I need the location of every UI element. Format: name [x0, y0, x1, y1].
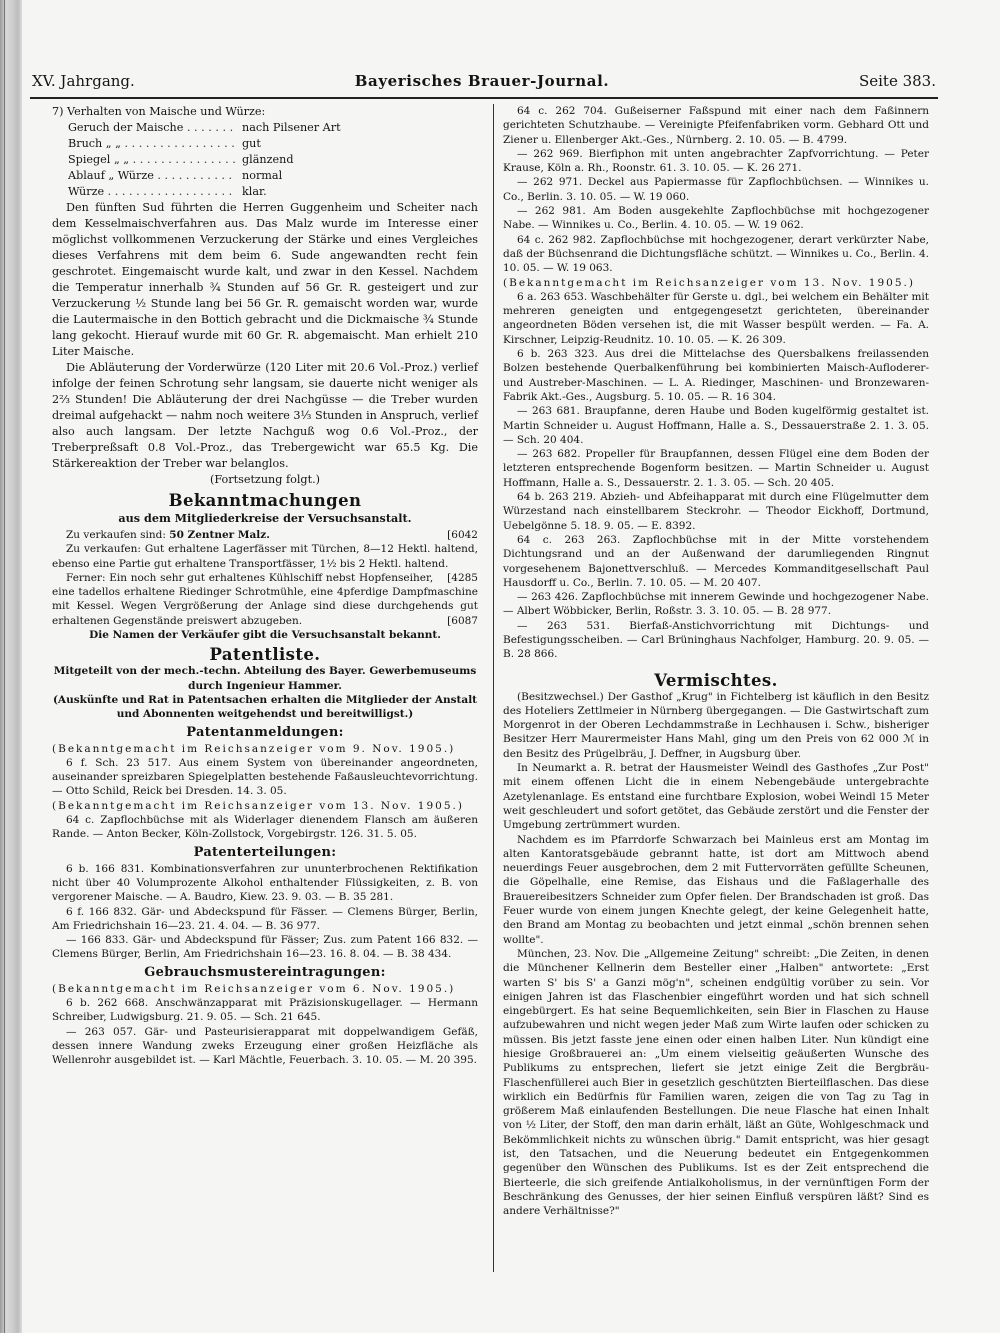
patent-entry: — 263 682. Propeller für Braupfannen, dessen Flügel eine dem Boden der letzteren entsprechende Bogenform besitzen. — Martin Schneider u. August Hoffmann, Halle a. S., Dessauerstr. 2. 1. 3. 05. — Sch. 20 405. — [503, 448, 929, 489]
patent-list-heading: Patentliste. — [209, 645, 321, 665]
right-column — [503, 104, 929, 1219]
patent-entry: 64 c. 262 704. Gußeiserner Faßspund mit einer nach dem Faßinnern gerichteten Schutzhaube. — Vereinigte Pfeifenfabriken vorm. Gebhard Ott und Ziener u. Ellenberger Akt.-Ges., Nürnberg. 2. 10. 05. — B. 4799. — [503, 105, 929, 146]
gazette-notice: (Bekanntgemacht im Reichsanzeiger vom 13. Nov. 1905.) — [503, 276, 915, 289]
utility-models-heading: Gebrauchsmustereintragungen: — [144, 964, 386, 980]
row-label: Bruch „ „ . . . — [68, 136, 236, 152]
announcement-1-lead: Zu verkaufen sind: — [66, 529, 170, 541]
volume-label: XV. Jahrgang. — [32, 72, 135, 90]
gazette-notice: (Bekanntgemacht im Reichsanzeiger vom 13. Nov. 1905.) — [52, 799, 464, 812]
patent-entry: — 262 981. Am Boden ausgekehlte Zapflochbüchse mit hochgezogener Nabe. — Winnikes u. Co., Berlin. 4. 10. 05. — W. 19 062. — [503, 205, 929, 232]
gazette-notice: (Bekanntgemacht im Reichsanzeiger vom 9. Nov. 1905.) — [52, 742, 456, 755]
fermentation-table — [52, 120, 478, 200]
page-number: Seite 383. — [858, 72, 936, 90]
spine-edge-line — [4, 0, 5, 1333]
row-label: Geruch der Maische . . . — [68, 120, 236, 136]
table-row — [68, 152, 478, 168]
table-row — [68, 120, 478, 136]
announcement-1 — [52, 528, 478, 542]
row-value: nach Pilsener Art — [242, 121, 341, 134]
column-divider — [493, 104, 494, 1272]
news-item: (Besitzwechsel.) Der Gasthof „Krug" in Fichtelberg ist käuflich in den Besitz des Hoteliers Zettlmeier in Nürnberg übergegangen. — Die Gastwirtschaft zum Morgenrot in der Oberen Lechdammstraße in Lechhausen i. Schw., bisheriger Besitzer Herr Maurermeister Hans Mahl, ging um den Preis von 62 000 ℳ in den Besitz des Prügelbräu, J. Deffner, in Augsburg über. — [503, 690, 929, 760]
row-value: gut — [242, 137, 261, 150]
row-value: glänzend — [242, 153, 294, 166]
announcement-3 — [52, 571, 478, 628]
patent-list-source: Mitgeteilt von der mech.-techn. Abteilung des Bayer. Gewerbemuseums durch Ingenieur Hammer. — [53, 665, 477, 692]
journal-title: Bayerisches Brauer-Journal. — [354, 72, 610, 90]
news-item: In Neumarkt a. R. betrat der Hausmeister Weindl des Gasthofes „Zur Post" mit einem offenen Licht die in einem Nebengebäude untergebrachte Azetylenanlage. Es entstand eine furchtbare Explosion, wobei Weindl 15 Meter weit geschleudert und sofort getötet, das Gebäude zerstört und die Fenster der Umgebung zertrümmert wurden. — [503, 762, 929, 832]
patent-entry: — 263 426. Zapflochbüchse mit innerem Gewinde und hochgezogener Nabe. — Albert Wöbbicker, Berlin, Roßstr. 3. 3. 10. 05. — B. 28 977. — [503, 591, 929, 618]
patent-entry: 64 c. 263 263. Zapflochbüchse mit in der Mitte vorstehendem Dichtungsrand und an der Außenwand der darumliegenden Ringnut vorgesehenem Bajonettverschluß. — Mercedes Kommanditgesellschaft Paul Hausdorff u. Co., Berlin. 7. 10. 05. — M. 20 407. — [503, 533, 929, 589]
patent-entry: — 263 057. Gär- und Pasteurisierapparat mit doppelwandigem Gefäß, dessen innere Wandung zweks Erzeugung einer großen Heizfläche als Wellenrohr ausgebildet ist. — Karl Mächtle, Feuerbach. 3. 10. 05. — M. 20 395. — [52, 1025, 478, 1067]
patent-entry: — 262 969. Bierfiphon mit unten angebrachter Zapfvorrichtung. — Peter Krause, Köln a. Rh., Roonstr. 61. 3. 10. 05. — K. 26 271. — [503, 147, 929, 175]
table-row — [68, 184, 478, 200]
page-header — [32, 72, 936, 96]
reference-number: [6042 — [447, 529, 478, 541]
row-value: normal — [242, 169, 283, 182]
grants-heading: Patenterteilungen: — [193, 844, 337, 860]
continuation-note: (Fortsetzung folgt.) — [209, 473, 320, 486]
table-row — [68, 168, 478, 184]
paragraph-fifth-brew: Den fünften Sud führten die Herren Guggenheim und Scheiter nach dem Kesselmaischverfahren aus. Das Malz wurde im Interesse einer möglichst vollkommenen Verzuckerung der Stärke und eines Vergleiches dieses Verfahrens mit dem beim 6. Sude angewandten recht fein geschrotet. Eingemaischt wurde kalt, und zwar in den Kessel. Nachdem die Temperatur innerhalb ¾ Stunden auf 56 Gr. R. gesteigert und zur Verzuckerung ½ Stunde lang bei 56 Gr. R. gemaischt worden war, wurde die Lautermaische in den Bottich gebracht und die Dickmaische ¾ Stunde lang gekocht. Hierauf wurde mit 60 Gr. R. abgemaischt. Man erhielt 210 Liter Maische. — [52, 201, 478, 358]
row-label: Spiegel „ „ . . . — [68, 152, 236, 168]
patent-entry: — 263 531. Bierfaß-Anstichvorrichtung mit Dichtungs- und Befestigungsscheiben. — Carl Brüninghaus Nachfolger, Hamburg. 20. 9. 05. — B. 28 866. — [503, 619, 929, 661]
patent-entry: 64 c. 262 982. Zapflochbüchse mit hochgezogener, derart verkürzter Nabe, daß der Büchsenrand die Dichtungsfläche schützt. — Winnikes u. Co., Berlin. 4. 10. 05. — W. 19 063. — [503, 233, 929, 275]
announcements-heading: Bekanntmachungen — [168, 491, 362, 510]
row-value: klar. — [242, 185, 267, 198]
announcement-note: Die Namen der Verkäufer gibt die Versuchsanstalt bekannt. — [89, 629, 441, 642]
miscellaneous-heading: Vermischtes. — [654, 670, 778, 690]
applications-heading: Patentanmeldungen: — [186, 724, 344, 740]
news-item: München, 23. Nov. Die „Allgemeine Zeitung" schreibt: „Die Zeiten, in denen die Münchener Kellnerin dem Besteller einer „Halben" antwortete: „Erst warten S' bis S' a Ganzi mög'n", scheinen endgültig vorüber zu sein. Vor einigen Jahren ist das Flaschenbier eingeführt worden und hat sich schnell eingebürgert. Es hat seine Bequemlichkeiten, sein Bier in Flaschen zu Hause aufzubewahren und nicht wegen jeder Maß zum Wirte laufen oder schicken zu müssen. Bis jetzt fasste jene einen oder einen halben Liter. Nun kündigt eine hiesige Großbrauerei an: „Um einem vielseitig geäußerten Wunsche des Publikums zu entsprechen, liefert sie jetzt einige Zeit die Bergbräu-Flaschenfüllerei auch Bier in gesetzlich geschützten Bierteilflaschen. Das diese wirklich ein Bedürfnis für Familien waren, zeigen die von Tag zu Tag in größerem Maß einlaufenden Bestellungen. Die neue Flasche hat einen Inhalt von ½ Liter, der Stoff, den man darin erhält, läßt an Güte, Wohlgeschmack und Bekömmlichkeit nichts zu wünschen übrig." Damit entspricht, was hier gesagt ist, den Tatsachen, und die Neuerung bedeutet ein Entgegenkommen gegenüber den Wünschen des Publikums. Ist es der Zeit entsprechend die Bierteerle, die sich greifende Antialkoholismus, in der vernünftigen Form der Beschränkung des Genusses, der hier seinen Einfluß verspüren läßt? Sind es andere Verhältnisse?" — [503, 947, 929, 1218]
gazette-notice: (Bekanntgemacht im Reichsanzeiger vom 6. Nov. 1905.) — [52, 982, 456, 995]
news-item: Nachdem es im Pfarrdorfe Schwarzach bei Mainleus erst am Montag im alten Kantoratsgebäude gebrannt hatte, ist dort am Mittwoch abend neuerdings Feuer ausgebrochen, dem 2 mit Futtervorräten gefüllte Scheunen, die Göpelhalle, eine Remise, das Eishaus und die Faßlagerhalle des Brauereibesitzers Schneider zum Opfer fielen. Der Brandschaden ist groß. Das Feuer wurde von einem jungen Knechte gelegt, der keine Gelegenheit hatte, den Brand am Montag zu beobachten und jetzt einmal „schön brennen sehen wollte". — [503, 833, 929, 946]
header-rule — [30, 97, 938, 99]
patent-entry: 6 b. 166 831. Kombinationsverfahren zur ununterbrochenen Rektifikation nicht über 40 Volumprozente Alkohol enthaltender Flüssigkeiten, z. B. von vergorener Maische. — A. Baudro, Kiew. 23. 9. 03. — B. 35 281. — [52, 862, 478, 904]
announcement-3-text: Ferner: Ein noch sehr gut erhaltenes Kühlschiff nebst Hopfenseiher, eine tadellos erhaltene Riedinger Schrotmühle, eine 4pferdige Dampfmaschine mit Kessel. Wegen Vergrößerung der Anlage sind diese durchgehends gut erhaltenen Gegenstände preiswert abzugeben. — [52, 571, 478, 627]
patent-entry: — 263 681. Braupfanne, deren Haube und Boden kugelförmig gestaltet ist. Martin Schneider u. August Hoffmann, Halle a. S., Dessauerstraße 2. 1. 3. 05. — Sch. 20 404. — [503, 405, 929, 446]
patent-entry: 64 b. 263 219. Abzieh- und Abfeihapparat mit durch eine Flügelmutter dem Würzestand nach einstellbarem Steckrohr. — Theodor Eickhoff, Dortmund, Uebelgönne 5. 18. 9. 05. — E. 8392. — [503, 491, 929, 532]
patent-entry: 6 b. 262 668. Anschwänzapparat mit Präzisionskugellager. — Hermann Schreiber, Ludwigsburg. 21. 9. 05. — Sch. 21 645. — [52, 997, 478, 1024]
paragraph-lautering: Die Abläuterung der Vorderwürze (120 Liter mit 20.6 Vol.-Proz.) verlief infolge der feinen Schrotung sehr langsam, sie dauerte nicht weniger als 2⅔ Stunden! Die Abläuterung der drei Nachgüsse — die Treber wurden dreimal aufgehackt — nahm noch weitere 3⅓ Stunden in Anspruch, verlief also auch langsam. Der letzte Nachguß wog 0.6 Vol.-Proz., der Treberpreßsaft 0.8 Vol.-Proz., das Trebergewicht war 65.5 Kg. Die Stärkereaktion der Treber war belanglos. — [52, 361, 478, 470]
patent-entry: 6 a. 263 653. Waschbehälter für Gerste u. dgl., bei welchem ein Behälter mit mehreren geneigten und entgegengesetzt gerichteten, übereinander angeordneten Böden versehen ist, die mit Wasser bespült werden. — Fa. A. Kirschner, Leipzig-Reudnitz. 10. 10. 05. — K. 26 309. — [503, 290, 929, 346]
reference-number: [4285 — [447, 571, 478, 584]
patent-entry: 6 b. 263 323. Aus drei die Mittelachse des Quersbalkens freilassenden Bolzen bestehende Querbalkenführung bei kombinierten Maisch-Aufloderer- und Austreber-Maschinen. — L. A. Riedinger, Maschinen- und Bronzewaren-Fabrik Akt.-Ges., Augsburg. 5. 10. 05. — R. 16 304. — [503, 348, 929, 403]
announcement-2 — [52, 542, 478, 584]
patent-list-note: (Auskünfte und Rat in Patentsachen erhalten die Mitglieder der Anstalt und Abonnenten weitgehendst und bereitwilligst.) — [52, 693, 478, 721]
table-row — [68, 136, 478, 152]
row-label: Würze . . . — [68, 184, 236, 200]
patent-entry: 6 f. 166 832. Gär- und Abdeckspund für Fässer. — Clemens Bürger, Berlin, Am Friedrichshain 16—23. 21. 4. 04. — B. 36 977. — [52, 905, 478, 932]
announcements-subheading: aus dem Mitgliederkreise der Versuchsanstalt. — [118, 511, 412, 525]
announcement-2-text: Zu verkaufen: Gut erhaltene Lagerfässer mit Türchen, 8—12 Hektl. haltend, ebenso eine Partie gut erhaltene Transportfässer, 1½ bis 2 Hektl. haltend. — [52, 543, 478, 570]
section-7-title: 7) Verhalten von Maische und Würze: — [52, 105, 266, 118]
patent-entry: 64 c. Zapflochbüchse mit als Widerlager dienendem Flansch am äußeren Rande. — Anton Becker, Köln-Zollstock, Vorgebirgstr. 126. 31. 5. 05. — [52, 814, 478, 841]
reference-number: [6087 — [447, 614, 478, 627]
patent-entry: — 166 833. Gär- und Abdeckspund für Fässer; Zus. zum Patent 166 832. — Clemens Bürger, Berlin, Am Friedrichshain 16—23. 16. 8. 04. — B. 38 434. — [52, 934, 478, 961]
left-column — [52, 104, 478, 1068]
book-spine-shadow — [0, 0, 22, 1333]
patent-entry: 6 f. Sch. 23 517. Aus einem System von übereinander angeordneten, auseinander spreizbaren Spiegelplatten bestehende Faßausleuchtevorrichtung. — Otto Schild, Reick bei Dresden. 14. 3. 05. — [52, 756, 478, 798]
patent-entry: — 262 971. Deckel aus Papiermasse für Zapflochbüchsen. — Winnikes u. Co., Berlin. 3. 10. 05. — W. 19 060. — [503, 176, 929, 203]
row-label: Ablauf „ Würze . . . — [68, 168, 236, 184]
announcement-1-item: 50 Zentner Malz. — [169, 529, 270, 541]
